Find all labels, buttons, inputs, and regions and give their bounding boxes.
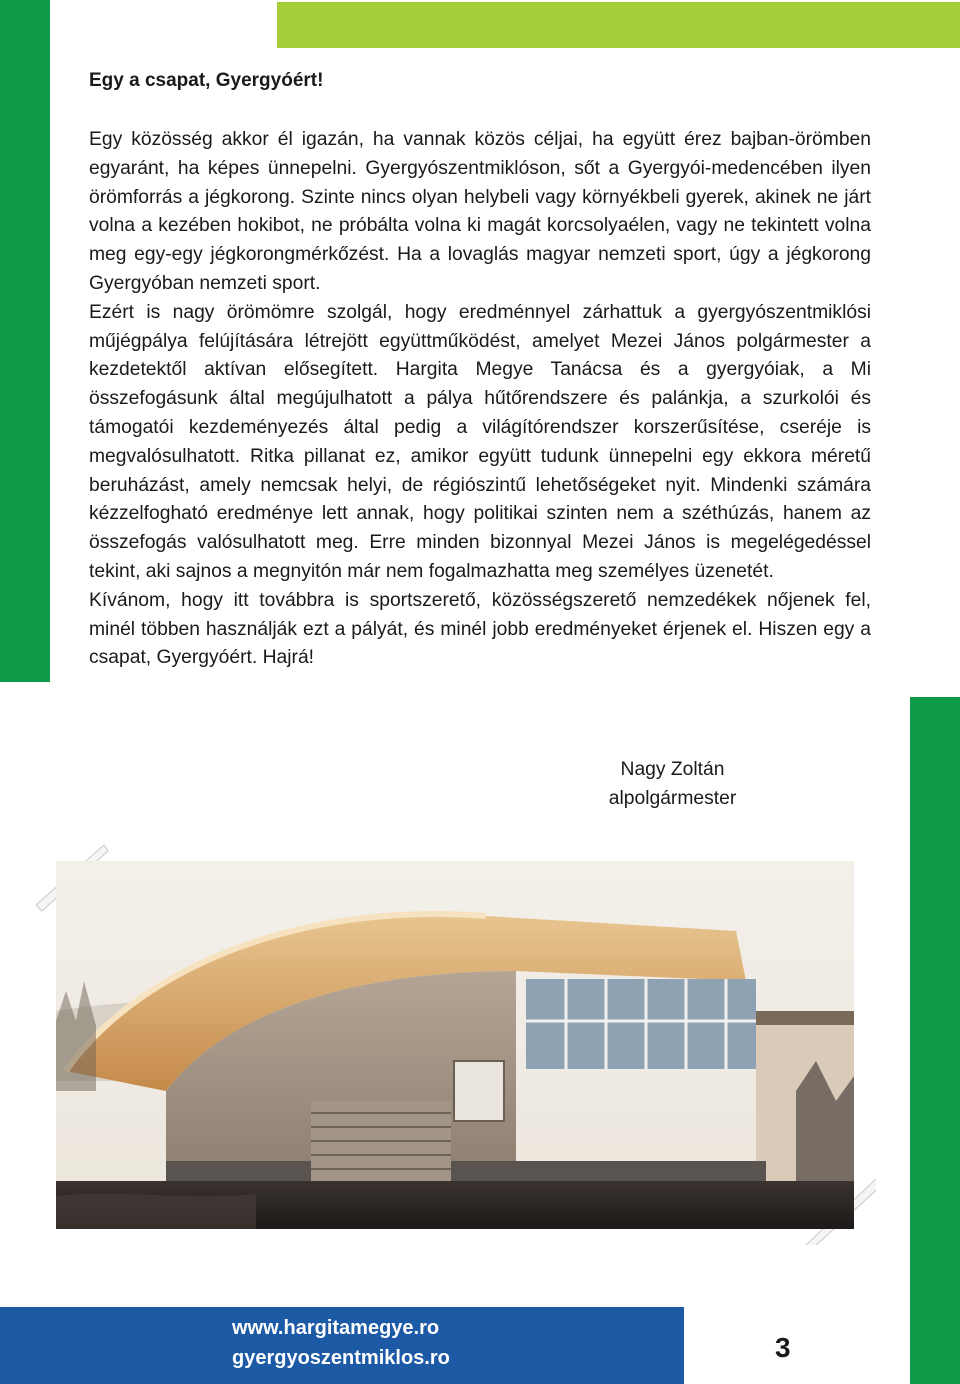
footer-links	[232, 1313, 450, 1373]
arena-photo	[36, 845, 876, 1245]
right-green-bar	[910, 697, 960, 1384]
paragraph-2: Ezért is nagy örömömre szolgál, hogy eredménnyel zárhattuk a gyergyószentmiklósi műjégpálya felújítására létrejött együttműködést, amelyet Mezei János polgármester a kezdetektől aktívan elősegített. Hargita Megye Tanácsa és a gyergyóiak, a Mi összefogásunk által megújulhatott a pálya hűtőrendszere és palánkja, a szurkolói és támogatói kezdeményezés által pedig a világítórendszer korszerűsítése, cseréje is megvalósulhatott. Ritka pillanat ez, amikor együtt tudunk ünnepelni egy ekkora méretű beruházást, amely nemcsak helyi, de régiószintű lehetőségeket nyit. Mindenki számára kézzelfogható eredménye lett annak, hogy politikai szinten nem a széthúzás, hanem az összefogás valósulhatott meg. Erre minden bizonnyal Mezei János is megelégedéssel tekint, aki sajnos a megnyitón már nem fogalmazhatta meg személyes üzenetét.	[89, 301, 871, 582]
page-number: 3	[775, 1332, 791, 1363]
paragraph-3: Kívánom, hogy itt továbbra is sportszerető, közösségszerető nemzedékek nőjenek fel, minél többen használják ezt a pályát, és minél jobb eredményeket érjenek el. Hiszen egy a csapat, Gyergyóért. Hajrá!	[89, 589, 871, 669]
signature-name: Nagy Zoltán	[620, 759, 725, 780]
page-title: Egy a csapat, Gyergyóért!	[89, 70, 324, 91]
signature	[560, 755, 785, 813]
footer-link-hargitamegye[interactable]: www.hargitamegye.ro	[232, 1317, 440, 1339]
signature-role: alpolgármester	[608, 788, 737, 809]
article-body	[89, 126, 871, 673]
footer-link-gyergyoszentmiklos[interactable]: gyergyoszentmiklos.ro	[232, 1347, 450, 1369]
lime-strip	[277, 2, 960, 48]
paragraph-1: Egy közösség akkor él igazán, ha vannak közös céljai, ha együtt érez bajban-örömben egyaránt, ha képes ünnepelni. Gyergyószentmiklóson, sőt a Gyergyói-medencében ilyen örömforrás a jégkorong. Szinte nincs olyan helybeli vagy környékbeli gyerek, akinek ne járt volna a kezében hokibot, ne próbálta volna ki magát korcsolyaélen, vagy ne tekintett volna meg egy-egy jégkorongmérkőzést. Ha a lovaglás magyar nemzeti sport, úgy a jégkorong Gyergyóban nemzeti sport.	[89, 129, 871, 294]
left-green-bar	[0, 0, 50, 682]
